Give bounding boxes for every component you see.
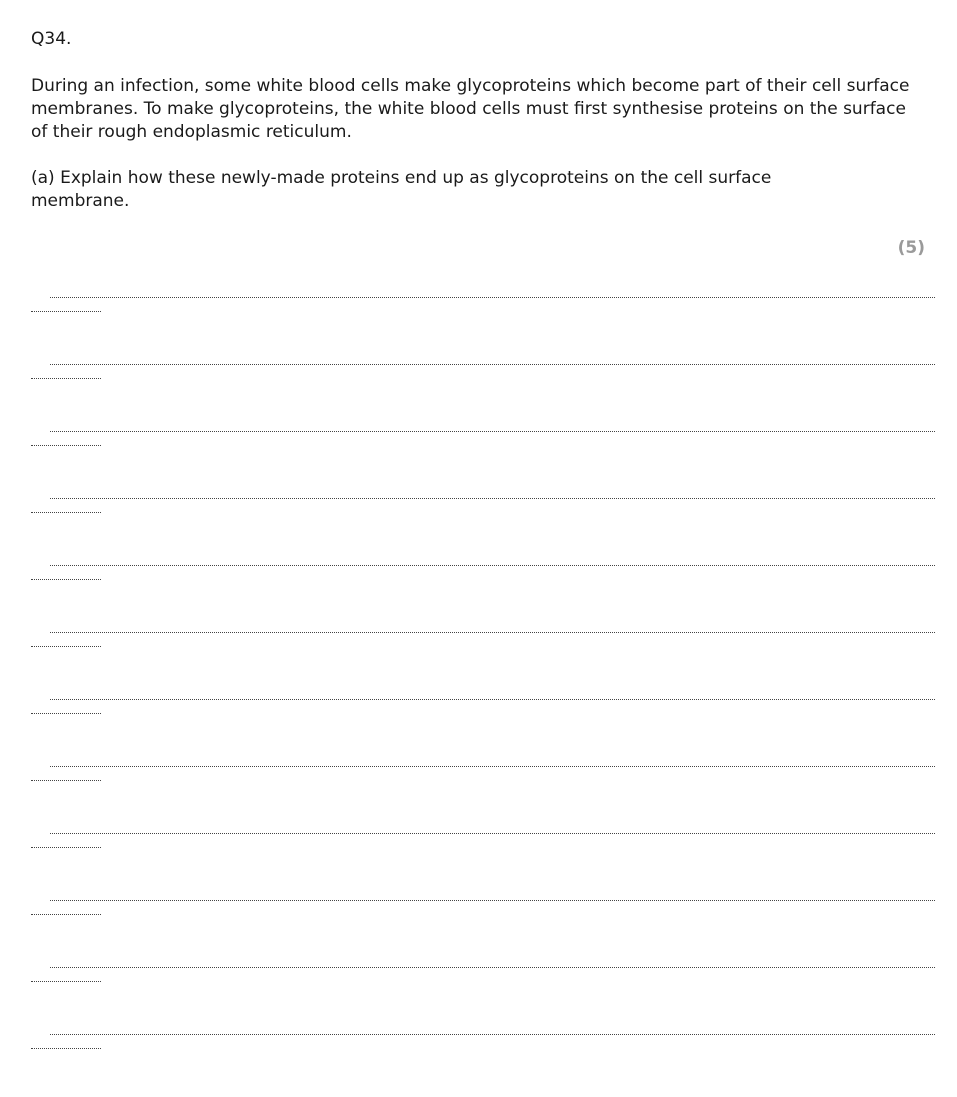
answer-line[interactable]	[31, 963, 935, 1030]
answer-line[interactable]	[31, 762, 935, 829]
dotted-line-continuation	[31, 579, 101, 580]
answer-line[interactable]	[31, 628, 935, 695]
answer-line[interactable]	[31, 293, 935, 360]
dotted-line-continuation	[31, 713, 101, 714]
dotted-line-continuation	[31, 981, 101, 982]
question-number: Q34.	[31, 29, 72, 49]
answer-line[interactable]	[31, 829, 935, 896]
question-part-a: (a) Explain how these newly-made proteins end up as glycoproteins on the cell surface membrane.	[31, 168, 772, 211]
answer-line[interactable]	[31, 695, 935, 762]
dotted-line	[50, 632, 935, 633]
dotted-line-continuation	[31, 780, 101, 781]
answer-line[interactable]	[31, 360, 935, 427]
question-page	[31, 28, 935, 258]
dotted-line-continuation	[31, 512, 101, 513]
dotted-line	[50, 431, 935, 432]
dotted-line	[50, 364, 935, 365]
dotted-line-continuation	[31, 378, 101, 379]
dotted-line	[50, 498, 935, 499]
dotted-line	[50, 900, 935, 901]
dotted-line-continuation	[31, 1048, 101, 1049]
answer-area[interactable]	[31, 293, 935, 1097]
dotted-line-continuation	[31, 311, 101, 312]
dotted-line	[50, 699, 935, 700]
dotted-line	[50, 297, 935, 298]
answer-line[interactable]	[31, 561, 935, 628]
dotted-line	[50, 766, 935, 767]
dotted-line	[50, 565, 935, 566]
marks-label: (5)	[897, 238, 925, 258]
dotted-line-continuation	[31, 847, 101, 848]
dotted-line-continuation	[31, 445, 101, 446]
answer-line[interactable]	[31, 1030, 935, 1097]
dotted-line-continuation	[31, 646, 101, 647]
answer-line[interactable]	[31, 896, 935, 963]
dotted-line	[50, 1034, 935, 1035]
answer-line[interactable]	[31, 494, 935, 561]
answer-line[interactable]	[31, 427, 935, 494]
question-stem: During an infection, some white blood cells make glycoproteins which become part of their cell surface membranes. To make glycoproteins, the white blood cells must first synthesise proteins on the surface of their rough endoplasmic reticulum.	[31, 76, 910, 142]
dotted-line	[50, 833, 935, 834]
dotted-line	[50, 967, 935, 968]
dotted-line-continuation	[31, 914, 101, 915]
